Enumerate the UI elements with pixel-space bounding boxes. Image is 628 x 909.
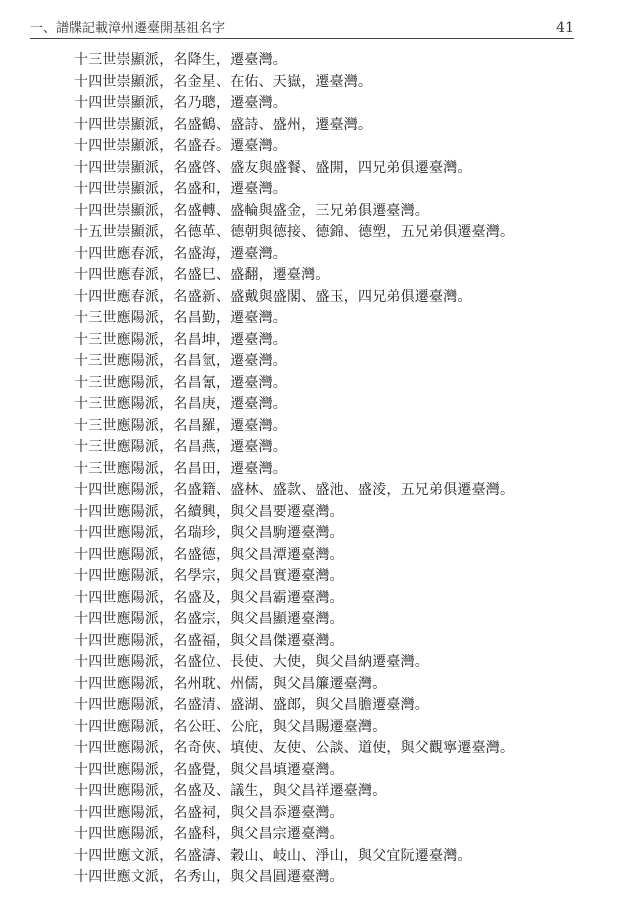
genealogy-entry: 十四世應春派，名盛海，遷臺灣。 [74, 245, 287, 262]
genealogy-entry: 十四世應文派，名盛濤、穀山、岐山、淨山，與父宜阮遷臺灣。 [74, 847, 472, 864]
genealogy-entry: 十四世崇顯派，名盛鶴、盛詩、盛州，遷臺灣。 [74, 116, 373, 133]
genealogy-entry: 十四世應春派，名盛巳、盛翻，遷臺灣。 [74, 267, 330, 283]
genealogy-entry: 十四世應陽派，名盛籍、盛林、盛款、盛池、盛淩，五兄弟俱遷臺灣。 [74, 482, 515, 498]
genealogy-entry: 十四世應陽派，名盛宗，與父昌顯遷臺灣。 [74, 611, 344, 627]
genealogy-entry: 十四世崇顯派，名盛和，遷臺灣。 [74, 181, 287, 197]
genealogy-entry: 十五世崇顯派，名德革、德朝與德接、德錦、德塑，五兄弟俱遷臺灣。 [74, 224, 515, 240]
genealogy-entry: 十四世應陽派，名盛覺，與父昌填遷臺灣。 [74, 761, 344, 778]
genealogy-entry: 十四世應陽派，名盛及、議生，與父昌祥遷臺灣。 [74, 783, 387, 799]
genealogy-entry: 十四世應陽派，名盛福，與父昌傑遷臺灣。 [74, 632, 344, 649]
genealogy-entry: 十四世應陽派，名盛科，與父昌宗遷臺灣。 [74, 826, 344, 842]
genealogy-entry: 十三世應陽派，名昌燕，遷臺灣。 [74, 439, 287, 455]
genealogy-entry: 十四世應陽派，名奇俠、填使、友使、公談、道使，與父觀寧遷臺灣。 [74, 740, 515, 756]
genealogy-entry: 十四世應陽派，名盛位、長使、大使，與父昌納遷臺灣。 [74, 654, 429, 670]
genealogy-entry: 十四世應陽派，名盛清、盛湖、盛郎，與父昌膽遷臺灣。 [74, 697, 429, 713]
genealogy-entry: 十四世崇顯派，名盛啓、盛友與盛餐、盛開，四兄弟俱遷臺灣。 [74, 159, 472, 176]
genealogy-entry: 十三世應陽派，名昌田，遷臺灣。 [74, 460, 287, 477]
genealogy-entry: 十四世應陽派，名盛祠，與父昌忝遷臺灣。 [74, 804, 344, 821]
genealogy-entry: 十四世應陽派，名盛德，與父昌潭遷臺灣。 [74, 546, 344, 563]
chapter-title: 一、譜牒記載漳州遷臺開基祖名字 [30, 21, 226, 36]
genealogy-entry: 十三世應陽派，名昌氰，遷臺灣。 [74, 374, 287, 391]
genealogy-entry: 十三世崇顯派，名降生，遷臺灣。 [74, 52, 287, 68]
genealogy-entry: 十四世應陽派，名公旺、公庇，與父昌賜遷臺灣。 [74, 718, 387, 735]
genealogy-entry: 十三世應陽派，名昌羅，遷臺灣。 [74, 417, 287, 434]
genealogy-entry: 十四世應陽派，名學宗，與父昌實遷臺灣。 [74, 568, 344, 584]
genealogy-entry: 十四世應春派，名盛新、盛戴與盛閣、盛玉，四兄弟俱遷臺灣。 [74, 288, 472, 305]
genealogy-entry: 十三世應陽派，名昌氫，遷臺灣。 [74, 353, 287, 369]
genealogy-entry: 十三世應陽派，名昌勤，遷臺灣。 [74, 310, 287, 326]
genealogy-entry: 十三世應陽派，名昌坤，遷臺灣。 [74, 331, 287, 348]
genealogy-entry: 十四世崇顯派，名盛轉、盛輪與盛金，三兄弟俱遷臺灣。 [74, 202, 429, 219]
genealogy-entry: 十四世崇顯派，名金星、在佑、天嶽，遷臺灣。 [74, 73, 373, 90]
page-number: 41 [556, 20, 574, 36]
header-divider [30, 38, 574, 39]
genealogy-entry: 十四世崇顯派，名盛吞。遷臺灣。 [74, 138, 287, 154]
genealogy-entry: 十四世應陽派，名續興，與父昌要遷臺灣。 [74, 503, 344, 520]
genealogy-entry-list [74, 50, 514, 889]
genealogy-entry: 十四世應文派，名秀山，與父昌圓遷臺灣。 [74, 869, 344, 885]
genealogy-entry: 十四世應陽派，名瑞珍，與父昌駒遷臺灣。 [74, 525, 344, 541]
genealogy-entry: 十四世應陽派，名盛及，與父昌霸遷臺灣。 [74, 589, 344, 606]
genealogy-entry: 十四世應陽派，名州耽、州儒，與父昌簾遷臺灣。 [74, 675, 387, 692]
genealogy-entry: 十四世崇顯派，名乃聰，遷臺灣。 [74, 95, 287, 111]
genealogy-entry: 十三世應陽派，名昌庚，遷臺灣。 [74, 396, 287, 412]
running-header [30, 14, 574, 36]
